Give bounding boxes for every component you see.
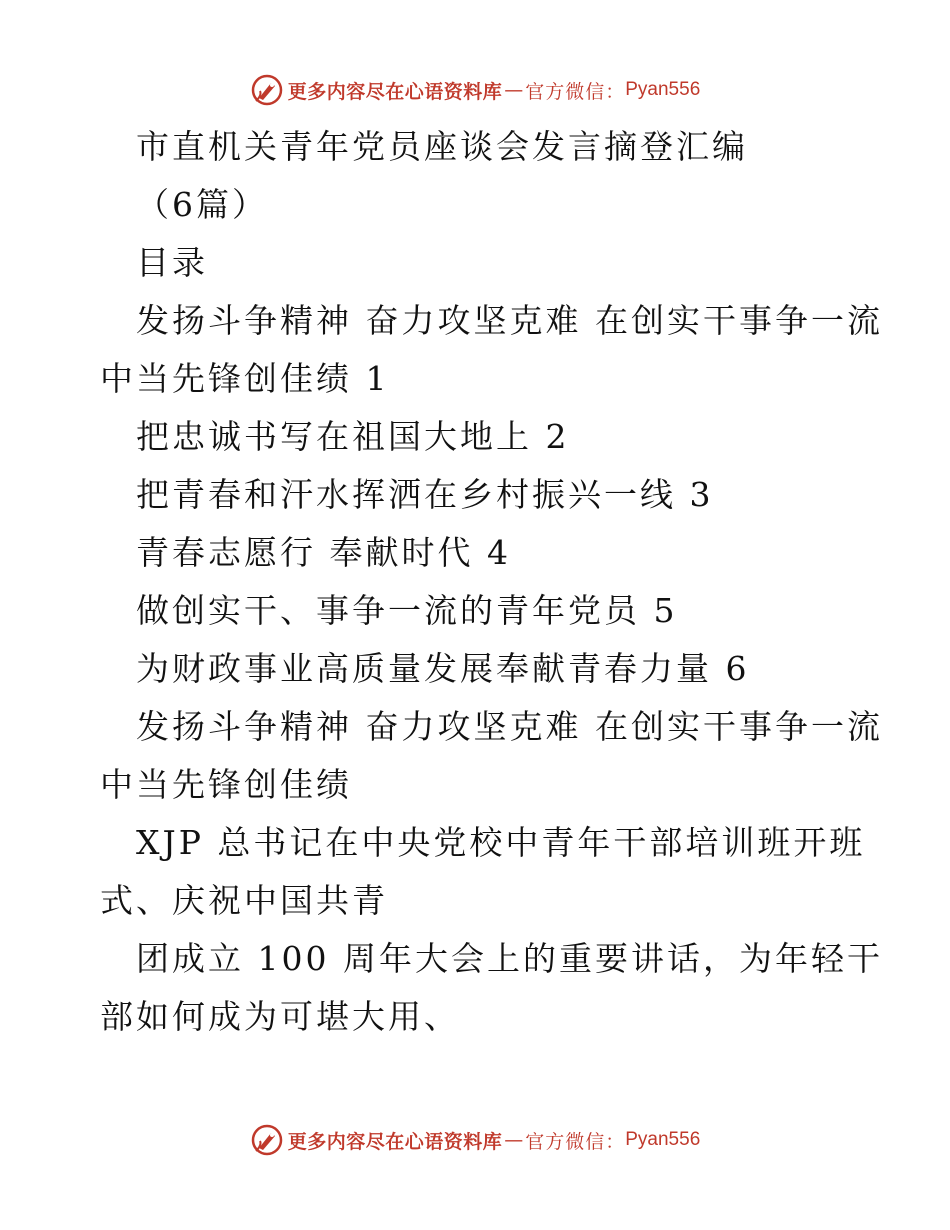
header-watermark-banner: [0, 70, 950, 110]
banner-wechat-label: 官方微信：: [525, 80, 626, 103]
section-heading: 发扬斗争精神 奋力攻坚克难 在创实干事争一流: [136, 707, 883, 746]
banner-main-text: 更多内容尽在心语资料库: [287, 80, 503, 103]
doc-title: 市直机关青年党员座谈会发言摘登汇编: [136, 127, 748, 166]
toc-entry-4: 青春志愿行 奉献时代 4: [136, 533, 511, 572]
toc-entry-1-cont: 中当先锋创佳绩 1: [100, 359, 390, 398]
paragraph-line: 团成立 100 周年大会上的重要讲话，为年轻干: [136, 939, 883, 978]
footer-watermark-banner: [0, 1120, 950, 1160]
toc-entry-6: 为财政事业高质量发展奉献青春力量 6: [136, 649, 750, 688]
paragraph-line: XJP 总书记在中央党校中青年干部培训班开班: [136, 823, 866, 862]
banner-main-text: 更多内容尽在心语资料库: [287, 1130, 503, 1153]
toc-entry-1: 发扬斗争精神 奋力攻坚克难 在创实干事争一流: [136, 301, 883, 340]
pen-nib-circle-icon: [250, 73, 284, 107]
toc-entry-3: 把青春和汗水挥洒在乡村振兴一线 3: [136, 475, 714, 514]
pen-nib-circle-icon: [250, 1123, 284, 1157]
paragraph-line: 部如何成为可堪大用、: [100, 997, 460, 1036]
document-body: [100, 118, 883, 1046]
banner-wechat-id: Pyan556: [625, 1129, 701, 1150]
banner-wechat-label: 官方微信：: [525, 1130, 626, 1153]
doc-subtitle: （6篇）: [136, 185, 268, 224]
banner-dash: —: [504, 1129, 524, 1151]
paragraph-line: 式、庆祝中国共青: [100, 881, 388, 920]
toc-entry-2: 把忠诚书写在祖国大地上 2: [136, 417, 570, 456]
banner-dash: —: [504, 79, 524, 101]
section-heading-cont: 中当先锋创佳绩: [100, 765, 352, 804]
toc-heading: 目录: [136, 243, 208, 282]
banner-wechat-id: Pyan556: [625, 79, 701, 100]
toc-entry-5: 做创实干、事争一流的青年党员 5: [136, 591, 678, 630]
